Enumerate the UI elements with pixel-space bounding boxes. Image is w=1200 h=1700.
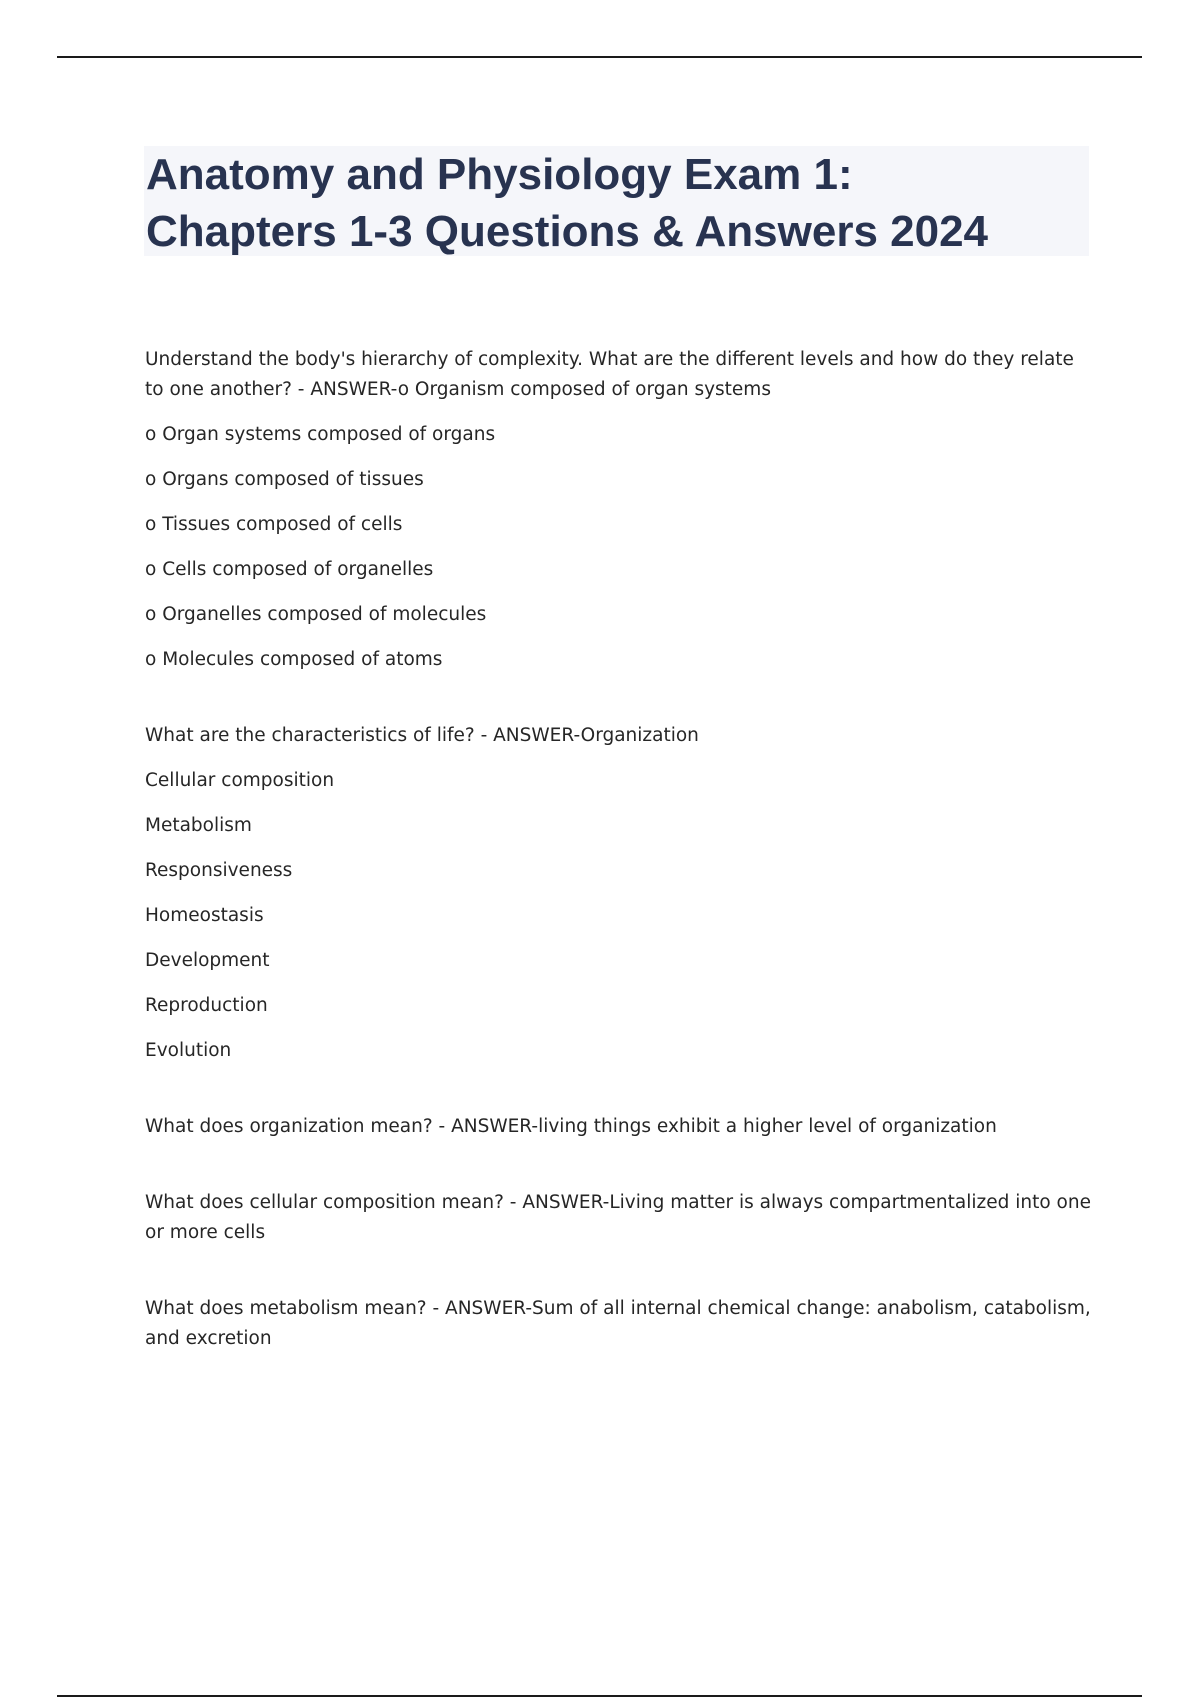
question-text: What are the characteristics of life? - ANSWER-Organization [145, 725, 699, 746]
question-text: What does cellular composition mean? - ANSWER-Living matter is always compartmentalized into one or more cells [145, 1192, 1091, 1243]
qa-item-cellular-composition [145, 1188, 1095, 1248]
answer-line: o Cells composed of organelles [145, 559, 434, 580]
qa-content [145, 345, 1095, 1354]
answer-line: Evolution [145, 1040, 232, 1061]
document-title [146, 146, 1089, 260]
title-line-1: Anatomy and Physiology Exam 1: [146, 150, 853, 199]
qa-item-characteristics [145, 721, 1095, 1066]
answer-line: Responsiveness [145, 860, 293, 881]
qa-item-organization [145, 1112, 1095, 1142]
bottom-rule [57, 1695, 1142, 1697]
title-block [144, 146, 1089, 256]
question-text: What does organization mean? - ANSWER-living things exhibit a higher level of organization [145, 1116, 997, 1137]
top-rule [57, 56, 1142, 58]
question-text: Understand the body's hierarchy of complexity. What are the different levels and how do they relate to one another? - ANSWER-o Organism composed of organ systems [145, 349, 1074, 400]
answer-line: o Organs composed of tissues [145, 469, 424, 490]
answer-line: o Tissues composed of cells [145, 514, 403, 535]
qa-item-hierarchy [145, 345, 1095, 675]
answer-line: Development [145, 950, 270, 971]
answer-line: o Organelles composed of molecules [145, 604, 487, 625]
answer-line: Homeostasis [145, 905, 264, 926]
question-text: What does metabolism mean? - ANSWER-Sum of all internal chemical change: anabolism, catabolism, and excretion [145, 1298, 1091, 1349]
answer-line: Metabolism [145, 815, 252, 836]
answer-line: Reproduction [145, 995, 268, 1016]
answer-line: Cellular composition [145, 770, 335, 791]
title-line-2: Chapters 1-3 Questions & Answers 2024 [146, 207, 989, 256]
qa-item-metabolism [145, 1294, 1095, 1354]
answer-line: o Molecules composed of atoms [145, 649, 443, 670]
answer-line: o Organ systems composed of organs [145, 424, 496, 445]
